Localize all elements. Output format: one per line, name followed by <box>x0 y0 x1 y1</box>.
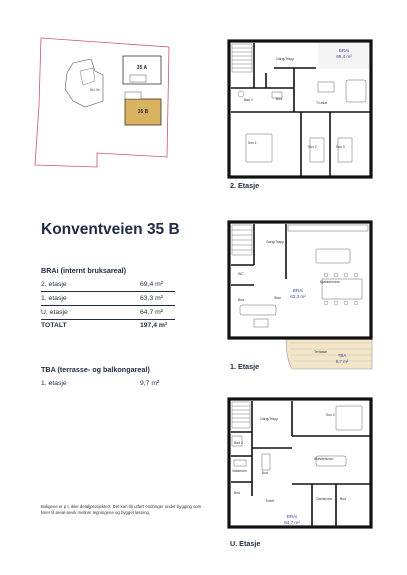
bra-heading: BRAi (internt bruksareal) <box>41 266 127 275</box>
floorplan-u-etasje <box>226 396 376 538</box>
area-label: BRAi <box>286 514 298 519</box>
site-plan <box>33 33 173 168</box>
tba-value: 9,7 m² <box>335 359 349 364</box>
room-label: Vaskerom <box>232 469 248 473</box>
tba-row-label: 1. etasje <box>41 380 67 387</box>
bra-row-label: U. etasje <box>41 309 68 316</box>
room-label: Bod <box>276 97 283 101</box>
room-label: Tv-stue <box>316 101 328 105</box>
site-plan-drawing <box>33 33 173 168</box>
room-label: Kjøkken/stue <box>320 280 340 284</box>
room-label: Entré <box>266 499 275 503</box>
area-label: BRAi <box>338 48 350 53</box>
neighbor-label: Bkt. 8b <box>90 88 100 92</box>
building-35b-label: 35 B <box>137 109 149 115</box>
terrace <box>286 337 372 369</box>
room-label: Sov 2 <box>308 145 317 149</box>
room-label: WC <box>238 272 244 276</box>
room-label: Gang/Trapp <box>260 417 278 421</box>
room-label: Bod <box>340 497 347 501</box>
room-label: Bad 2 <box>234 441 243 445</box>
room-label: Sov 3 <box>336 145 345 149</box>
floorplan-2-drawing <box>226 38 376 180</box>
building-35a-label: 35 A <box>136 65 148 71</box>
floor-label-1: 1. Etasje <box>230 362 260 371</box>
floor-label-2: 2. Etasje <box>230 181 260 190</box>
room-label: Gang/Trapp <box>276 57 294 61</box>
bra-row-value: 69,4 m² <box>140 281 164 288</box>
room-label: Sov 4 <box>326 413 335 417</box>
area-label: BRAi <box>292 288 304 293</box>
tba-row-value: 9,7 m² <box>140 380 160 387</box>
tba-heading: TBA (terrasse- og balkongareal) <box>41 365 150 374</box>
floorplan-1-etasje <box>226 219 376 371</box>
page-title: Konventveien 35 B <box>41 221 180 238</box>
disclaimer-note: Boligene er p.t. ikke detaljprosjektert. Det kan bli utført endringer under bygging som fører til areal-avvik mellom tegningene og bygget løsning. <box>41 504 202 516</box>
room-label: Sov 1 <box>248 141 257 145</box>
bra-row-value: 64,7 m² <box>140 309 164 316</box>
floorplan-2-etasje <box>226 38 376 180</box>
bra-row-value: 63,3 m² <box>140 295 164 302</box>
room-label: Bod <box>262 471 269 475</box>
bra-total-label: TOTALT <box>41 322 67 329</box>
floor-label-u: U. Etasje <box>230 539 261 548</box>
bra-total-value: 197,4 m² <box>140 322 168 329</box>
room-label: Garderobe <box>316 497 333 501</box>
table-divider <box>41 291 175 292</box>
room-label: Bod <box>234 491 241 495</box>
room-label: Bad 1 <box>244 98 253 102</box>
floorplan-u-drawing <box>226 396 376 538</box>
room-label: Stue <box>274 296 281 300</box>
bra-row-label: 2. etasje <box>41 281 67 288</box>
bra-total-row <box>41 322 175 334</box>
tba-label: TBA <box>337 353 347 358</box>
bra-row-label: 1. etasje <box>41 295 67 302</box>
table-divider <box>41 319 175 320</box>
table-divider <box>41 305 175 306</box>
area-value: 69,4 m² <box>336 54 352 59</box>
room-label: Bod <box>238 298 245 302</box>
area-value: 63,3 m² <box>290 294 306 299</box>
area-value: 64,7 m² <box>284 520 300 525</box>
room-label: Terrasse <box>314 350 328 354</box>
floorplan-1-drawing <box>226 219 376 371</box>
room-label: Aktivitetsrom <box>314 457 334 461</box>
tba-row <box>41 380 175 392</box>
room-label: Gang/Trapp <box>266 240 284 244</box>
